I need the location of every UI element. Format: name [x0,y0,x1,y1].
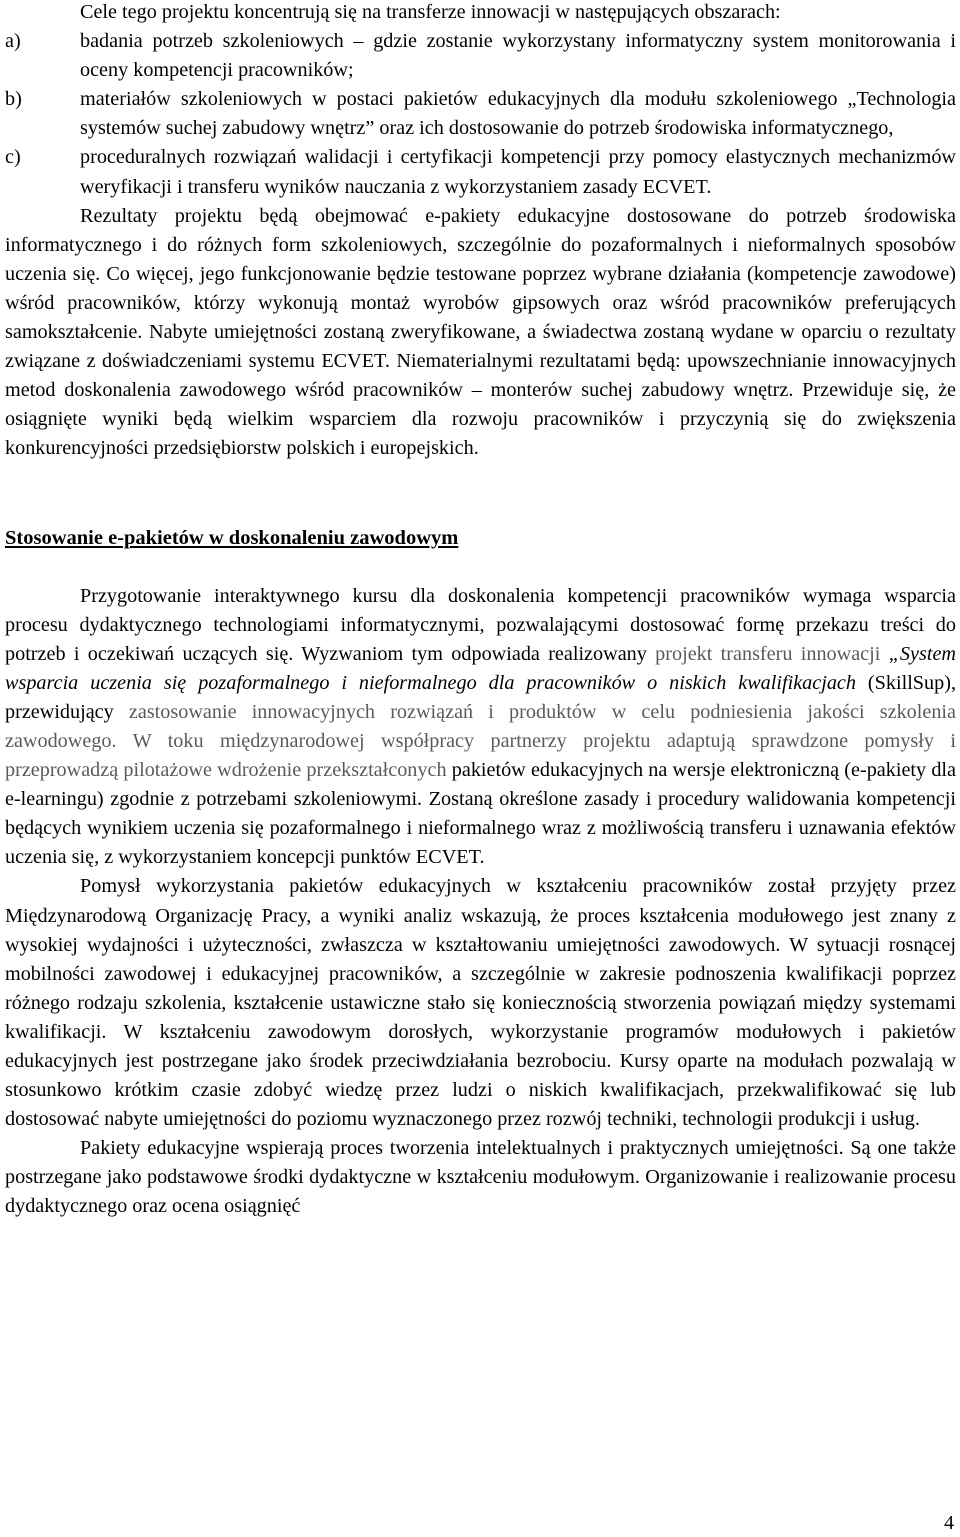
list-marker: c) [5,146,21,169]
paragraph-text: Przygotowanie interaktywnego kursu dla doskonalenia kompetencji pracowników wymaga wsparcia procesu dydaktycznego technologiami informatycznymi, pozwalającymi dostosować formę przekazu treści do potrzeb i oczekiwań uczących się. Wyzwaniom tym odpowiada realizowany [5,584,956,665]
list-item [5,27,956,85]
intro-sentence: Cele tego projektu koncentrują się na transferze innowacji w następujących obszarach: [80,1,781,23]
paragraph-text: (SkillSup), przewidujący [5,671,956,723]
objectives-list [5,27,956,202]
document-page [5,0,956,1222]
page-number: 4 [944,1512,954,1534]
list-marker: b) [5,88,22,111]
paragraph-text-gray: projekt transferu innowacji [655,642,889,665]
results-paragraph: Rezultaty projektu będą obejmować e-pakiety edukacyjne dostosowane do potrzeb środowiska informatycznego i do różnych form szkoleniowych, szczególnie do pozaformalnych i nieformalnych sposobów uczenia się. Co więcej, jego funkcjonowanie będzie testowane poprzez wybrane działania (kompetencje zawodowe) wśród pracowników, którzy wykonują montaż wyrobów gipsowych oraz wśród pracowników preferujących samokształcenie. Nabyte umiejętności zostaną zweryfikowane, a świadectwa zostaną wydane w oparciu o rezultaty związane z doświadczeniami systemu ECVET. Niematerialnymi rezultatami będą: upowszechnianie innowacyjnych metod doskonalenia zawodowego wśród pracowników – monterów suchej zabudowy wnętrz. Przewiduje się, że osiągnięte wyniki będą wielkim wsparciem dla rozwoju pracowników i przyczynią się do zwiększenia konkurencyjności przedsiębiorstw polskich i europejskich. [5,204,956,460]
list-marker: a) [5,30,21,53]
section-paragraph-3: Pakiety edukacyjne wspierają proces tworzenia intelektualnych i praktycznych umiejętności. Są one także postrzegane jako podstawowe środki dydaktyczne w kształceniu modułowym. Organizowanie i realizowanie procesu dydaktycznego oraz ocena osiągnięć [5,1137,956,1218]
section-heading: Stosowanie e-pakietów w doskonaleniu zawodowym [5,526,459,549]
section-paragraph-2: Pomysł wykorzystania pakietów edukacyjnych w kształceniu pracowników został przyjęty przez Międzynarodową Organizację Pracy, a wyniki analiz wskazują, że proces kształcenia modułowego jest znany z wysokiej wydajności i użyteczności, zwłaszcza w kształtowaniu umiejętności zawodowych. W sytuacji rosnącej mobilności zawodowej i edukacyjnej pracowników, a szczególnie w zakresie podnoszenia kwalifikacji poprzez różnego rodzaju szkolenia, kształcenie ustawiczne stało się koniecznością stworzenia powiązań między systemami kwalifikacji. W kształceniu zawodowym dorosłych, wykorzystanie programów modułowych i pakietów edukacyjnych jest postrzegane jako środek przeciwdziałania bezrobociu. Kursy oparte na modułach pozwalają w stosunkowo krótkim czasie zdobyć wiedzę przez ludzi o niskich kwalifikacjach, przekwalifikować się lub dostosować nabyte umiejętności do poziomu wyznaczonego przez rozwój techniki, technologii produkcji i usług. [5,875,956,1131]
list-item-text: materiałów szkoleniowych w postaci pakietów edukacyjnych dla modułu szkoleniowego „Technologia systemów suchej zabudowy wnętrz” oraz ich dostosowanie do potrzeb środowiska informatycznego, [80,88,956,140]
list-item-text: proceduralnych rozwiązań walidacji i certyfikacji kompetencji przy pomocy elastycznych mechanizmów weryfikacji i transferu wyników nauczania z wykorzystaniem zasady ECVET. [80,146,956,198]
section-paragraph-1 [5,582,956,873]
paragraph-text-gray: zastosowanie innowacyjnych rozwiązań i produktów w celu podniesienia jakości szkolenia zawodowego. W toku międzynarodowej współpracy partnerzy projektu adaptują sprawdzone pomysły i przeprowadzą pilotażowe wdrożenie przekształconych [5,700,956,782]
list-item-text: badania potrzeb szkoleniowych – gdzie zostanie wykorzystany informatyczny system monitorowania i oceny kompetencji pracowników; [80,30,956,82]
list-item [5,85,956,143]
project-title: „System wsparcia uczenia się pozaformalnego i nieformalnego dla pracowników o niskich kwalifikacjach [5,642,956,694]
paragraph-text: pakietów edukacyjnych na wersje elektroniczną (e-pakiety dla e-learningu) zgodnie z potrzebami szkoleniowymi. Zostaną określone zasady i procedury walidowania kompetencji będących wynikiem uczenia się pozaformalnego i nieformalnego wraz z możliwością transferu i uznawania efektów uczenia się, z wykorzystaniem koncepcji punktów ECVET. [5,759,956,869]
list-item [5,143,956,201]
